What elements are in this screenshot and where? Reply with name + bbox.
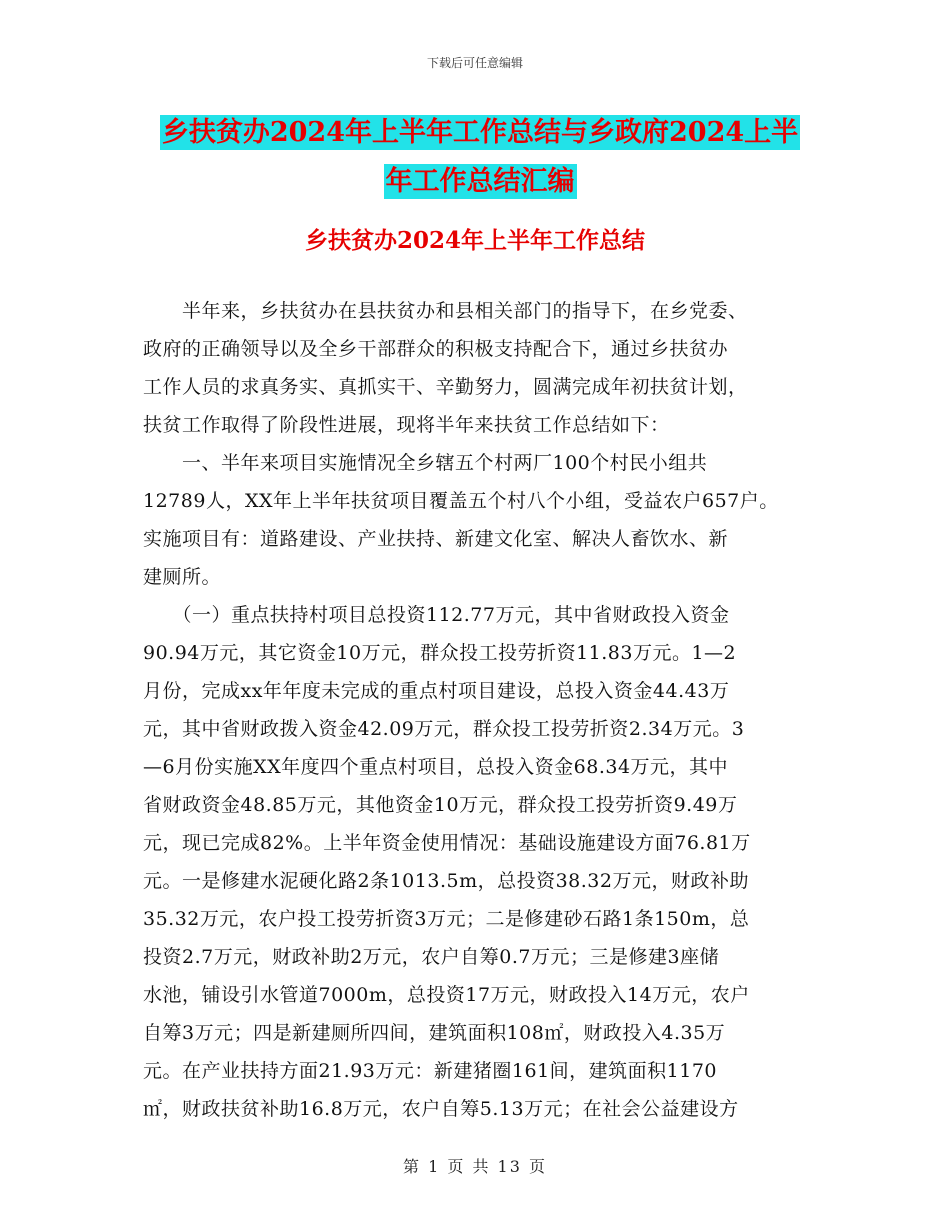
- body-line: 元。一是修建水泥硬化路2条1013.5m，总投资38.32万元，财政补助: [143, 870, 749, 892]
- document-title: [120, 108, 840, 206]
- body-line: 扶贫工作取得了阶段性进展，现将半年来扶贫工作总结如下：: [143, 414, 670, 436]
- body-line: （一）重点扶持村项目总投资112.77万元，其中省财政投入资金: [143, 604, 730, 626]
- body-line: 建厕所。: [143, 566, 222, 588]
- body-line: 实施项目有：道路建设、产业扶持、新建文化室、解决人畜饮水、新: [143, 528, 729, 550]
- body-line: 月份，完成xx年年度未完成的重点村项目建设，总投入资金44.43万: [143, 680, 730, 702]
- body-line: 12789人，XX年上半年扶贫项目覆盖五个村八个小组，受益农户657户。: [143, 490, 779, 512]
- page-footer: 第 1 页 共 13 页: [403, 1157, 547, 1176]
- body-line: 自筹3万元；四是新建厕所四间，建筑面积108㎡，财政投入4.35万: [143, 1022, 726, 1044]
- body-line: 35.32万元，农户投工投劳折资3万元；二是修建砂石路1条150m，总: [143, 908, 750, 930]
- body-line: 元，现已完成82%。上半年资金使用情况：基础设施建设方面76.81万: [143, 832, 751, 854]
- body-line: 省财政资金48.85万元，其他资金10万元，群众投工投劳折资9.49万: [143, 794, 738, 816]
- body-line: 水池，铺设引水管道7000m，总投资17万元，财政投入14万元，农户: [143, 984, 750, 1006]
- body-line: 半年来，乡扶贫办在县扶贫办和县相关部门的指导下，在乡党委、: [143, 300, 748, 322]
- body-line: 一、半年来项目实施情况全乡辖五个村两厂100个村民小组共: [143, 452, 708, 474]
- body-line: ㎡，财政扶贫补助16.8万元，农户自筹5.13万元；在社会公益建设方: [143, 1098, 739, 1120]
- body-line: 元，其中省财政拨入资金42.09万元，群众投工投劳折资2.34万元。3: [143, 718, 745, 740]
- title-line-2: 年工作总结汇编: [385, 166, 575, 197]
- header-note: 下载后可任意编辑: [426, 56, 523, 70]
- body-line: 工作人员的求真务实、真抓实干、辛勤努力，圆满完成年初扶贫计划，: [143, 376, 748, 398]
- title-line-1: 乡扶贫办2024年上半年工作总结与乡政府2024上半: [161, 117, 799, 148]
- section-title: 乡扶贫办2024年上半年工作总结: [304, 227, 645, 254]
- body-line: 90.94万元，其它资金10万元，群众投工投劳折资11.83万元。1—2: [143, 642, 737, 664]
- body-line: 政府的正确领导以及全乡干部群众的积极支持配合下，通过乡扶贫办: [143, 338, 729, 360]
- body-line: 投资2.7万元，财政补助2万元，农户自筹0.7万元；三是修建3座储: [143, 946, 720, 968]
- body-line: 元。在产业扶持方面21.93万元：新建猪圈161间，建筑面积1170: [143, 1060, 718, 1082]
- body-line: —6月份实施XX年度四个重点村项目，总投入资金68.34万元，其中: [143, 756, 729, 778]
- body-text: [143, 292, 808, 1128]
